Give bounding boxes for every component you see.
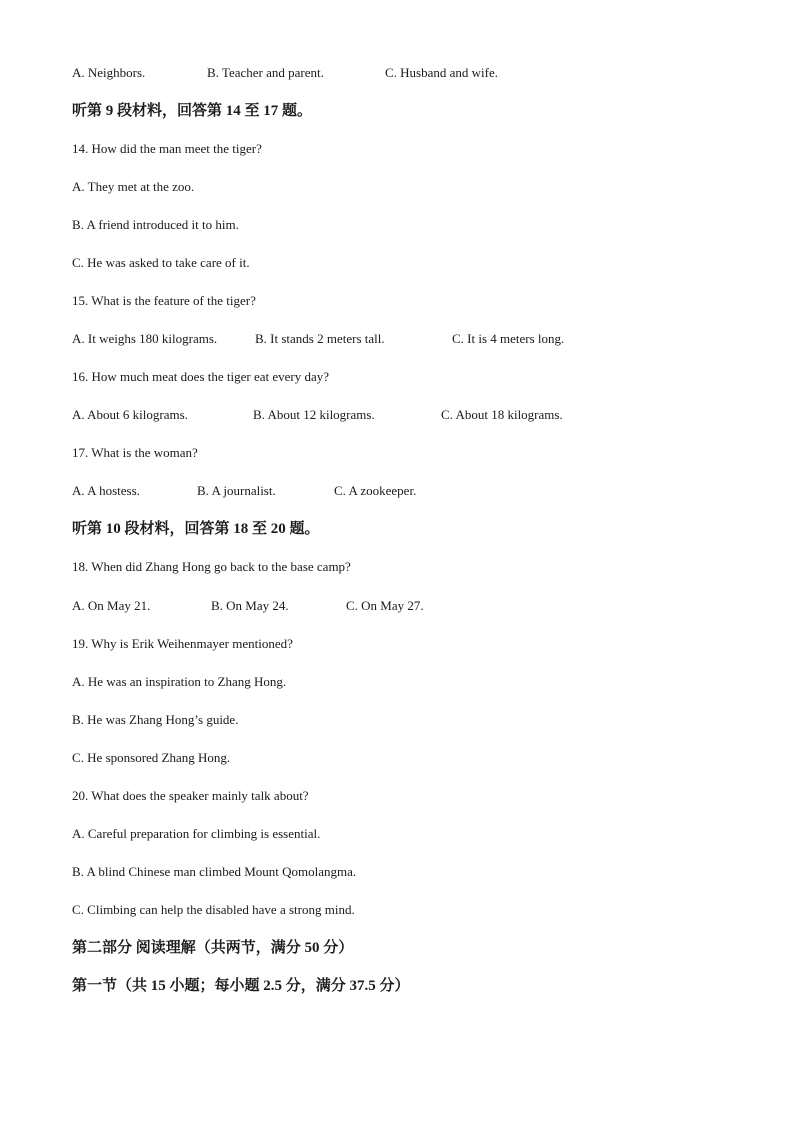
q14-option-b: B. A friend introduced it to him. [72, 217, 239, 232]
q15-option-c: C. It is 4 meters long. [452, 331, 565, 346]
q13-option-c: C. Husband and wife. [385, 65, 499, 80]
q15-option-b: B. It stands 2 meters tall. [255, 331, 385, 346]
q18-option-b: B. On May 24. [211, 598, 289, 613]
q19-option-a: A. He was an inspiration to Zhang Hong. [72, 674, 287, 689]
q17-question: 17. What is the woman? [72, 445, 198, 460]
section9-heading: 听第 9 段材料，回答第 14 至 17 题。 [72, 103, 313, 119]
q20-option-b: B. A blind Chinese man climbed Mount Qomolangma. [72, 864, 357, 879]
q20-option-c: C. Climbing can help the disabled have a strong mind. [72, 902, 355, 917]
q17-option-b: B. A journalist. [197, 483, 276, 498]
q15-question: 15. What is the feature of the tiger? [72, 293, 256, 308]
q19-question: 19. Why is Erik Weihenmayer mentioned? [72, 636, 293, 651]
q14-option-a: A. They met at the zoo. [72, 179, 195, 194]
q18-question: 18. When did Zhang Hong go back to the base camp? [72, 559, 351, 574]
q15-option-a: A. It weighs 180 kilograms. [72, 331, 218, 346]
q20-option-a: A. Careful preparation for climbing is essential. [72, 826, 321, 841]
q14-question: 14. How did the man meet the tiger? [72, 141, 262, 156]
q14-option-c: C. He was asked to take care of it. [72, 255, 250, 270]
q18-option-a: A. On May 21. [72, 598, 151, 613]
q19-option-b: B. He was Zhang Hong’s guide. [72, 712, 239, 727]
q16-option-b: B. About 12 kilograms. [253, 407, 375, 422]
q13-option-b: B. Teacher and parent. [207, 65, 324, 80]
q13-option-a: A. Neighbors. [72, 65, 146, 80]
q20-question: 20. What does the speaker mainly talk about? [72, 788, 309, 803]
q19-option-c: C. He sponsored Zhang Hong. [72, 750, 231, 765]
part2-heading: 第二部分 阅读理解（共两节，满分 50 分） [72, 940, 354, 956]
section1-heading: 第一节（共 15 小题；每小题 2.5 分，满分 37.5 分） [72, 978, 410, 994]
q16-question: 16. How much meat does the tiger eat every day? [72, 369, 330, 384]
q17-option-a: A. A hostess. [72, 483, 140, 498]
section10-heading: 听第 10 段材料，回答第 18 至 20 题。 [72, 521, 320, 537]
q16-option-c: C. About 18 kilograms. [441, 407, 563, 422]
q16-option-a: A. About 6 kilograms. [72, 407, 188, 422]
q17-option-c: C. A zookeeper. [334, 483, 417, 498]
q18-option-c: C. On May 27. [346, 598, 424, 613]
